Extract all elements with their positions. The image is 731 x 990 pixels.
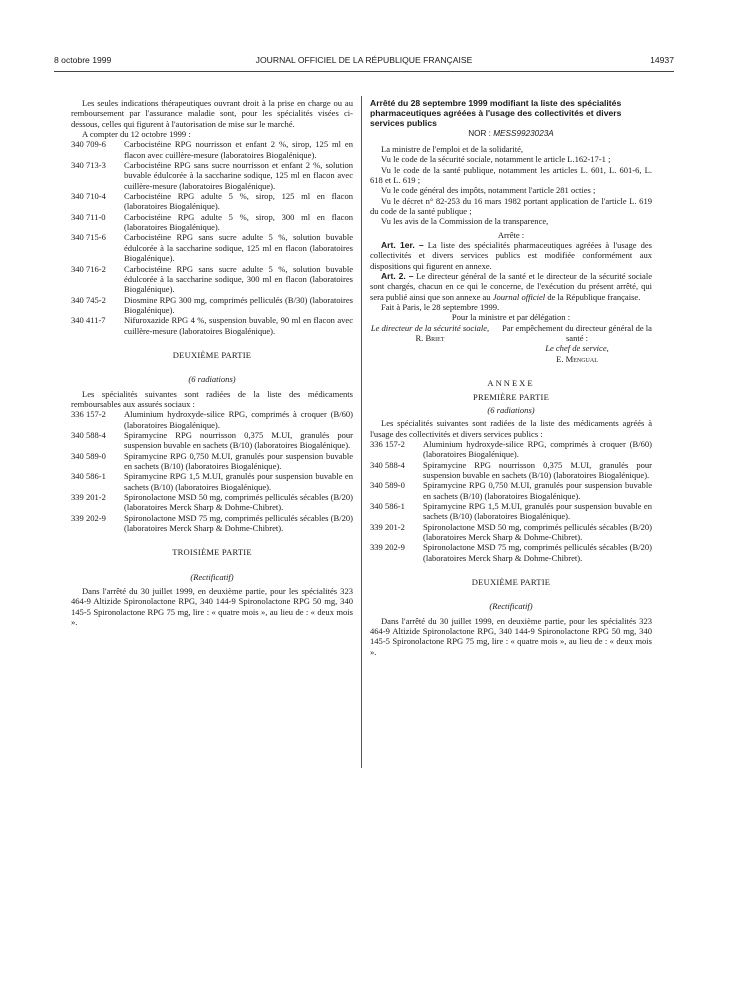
part2-subtitle: (6 radiations): [188, 374, 236, 385]
preamble-line: Vu le code de la sécurité sociale, notamment le article L.162-17-1 ;: [381, 154, 611, 165]
cip-code: 340 745-2: [71, 294, 106, 305]
annexe-radiation-list: [370, 439, 652, 563]
effective-date: A compter du 12 octobre 1999 :: [82, 129, 191, 140]
cip-code: 340 711-0: [71, 211, 106, 222]
item-description: Spironolactone MSD 75 mg, comprimés pelliculés sécables (B/20) (laboratoires Merck Sharp & Dohme-Chibret).: [423, 542, 652, 563]
list-item: [370, 501, 652, 522]
list-item: [71, 232, 353, 263]
column-divider: [361, 96, 362, 768]
part3-text: Dans l'arrêté du 30 juillet 1999, en deuxième partie, pour les spécialités 323 464-9 Altizide Spironolactone RPG, 340 144-9 Spironolactone RPG 50 mg, 340 145-5 Spironolactone RPG 75 mg, lire : « quatre mois », au lieu de : « deux mois ».: [71, 586, 353, 628]
article-2-text: Le directeur général de la santé et le directeur de la sécurité sociale sont chargés, chacun en ce qui le concerne, de l'exécution du présent arrêté, qui sera publié ainsi que son annexe au: [370, 271, 653, 302]
signature-2-name: E. Mengual: [556, 353, 598, 364]
delegation-line: Pour la ministre et par délégation :: [451, 312, 571, 323]
item-description: Carbocistéine RPG sans sucre adulte 5 %, solution buvable édulcorée à la saccharine sodique, 300 ml en flacon (laboratoires Biogalénique).: [124, 263, 353, 295]
cip-code: 340 716-2: [71, 263, 106, 274]
article-2-label: Art. 2. –: [381, 271, 414, 282]
part2-title: DEUXIÈME PARTIE: [172, 349, 252, 360]
article-1-text: La liste des spécialités pharmaceutiques agréées à l'usage des collectivités et divers services publics est modifiée conformément aux dispositions qui figurent en annexe.: [370, 240, 652, 271]
annexe-part1-intro: Les spécialités suivantes sont radiées de la liste des médicaments agréés à l'usage des collectivités et divers services publics :: [370, 418, 652, 439]
preamble-line: Vu le décret n° 82-253 du 16 mars 1982 portant application de l'article L. 619 du code de la santé publique ;: [370, 195, 652, 217]
article-1-label: Art. 1er. –: [381, 240, 424, 251]
item-description: Spironolactone MSD 50 mg, comprimés pelliculés sécables (B/20) (laboratoires Merck Sharp & Dohme-Chibret).: [124, 492, 353, 513]
cip-code: 340 588-4: [71, 429, 106, 440]
article-2-journal: Journal officiel: [492, 291, 546, 302]
cip-code: 340 586-1: [71, 471, 106, 482]
list-item: [71, 471, 353, 492]
list-item: [71, 492, 353, 513]
list-item: [71, 409, 353, 430]
list-item: [370, 439, 652, 460]
item-description: Spiramycine RPG nourrisson 0,375 M.UI, granulés pour suspension buvable en sachets (B/10) (laboratoires Biogalénique).: [423, 459, 652, 480]
item-description: Aluminium hydroxyde-silice RPG, comprimés à croquer (B/60) (laboratoires Biogalénique).: [124, 409, 353, 430]
item-description: Spiramycine RPG 0,750 M.UI, granulés pour suspension buvable en sachets (B/10) (laboratoires Biogalénique).: [423, 480, 652, 501]
preamble-line: Vu les avis de la Commission de la transparence,: [381, 216, 549, 227]
cip-code: 340 588-4: [370, 459, 405, 470]
item-description: Nifuroxazide RPG 4 %, suspension buvable, 90 ml en flacon avec cuillère-mesure (laboratoires Biogalénique).: [124, 315, 353, 336]
list-item: [71, 264, 353, 295]
list-item: [71, 315, 353, 336]
arrete-heading: Arrête :: [497, 229, 525, 240]
header-rule: [54, 71, 674, 72]
signature-2-line1: Par empêchement du directeur général de la santé :: [502, 322, 652, 344]
list-item: [370, 480, 652, 501]
inscription-list: [71, 139, 353, 336]
decree-title: Arrêté du 28 septembre 1999 modifiant la liste des spécialités pharmaceutiques agréées à l'usage des collectivités et divers services publics: [370, 98, 622, 129]
page-header: [54, 55, 674, 69]
list-item: [71, 295, 353, 316]
item-description: Diosmine RPG 300 mg, comprimés pelliculés (B/30) (laboratoires Biogalénique).: [124, 294, 353, 315]
cip-code: 336 157-2: [71, 409, 106, 420]
cip-code: 340 589-0: [370, 480, 405, 491]
header-page-number: 14937: [650, 55, 674, 65]
annexe-part2-subtitle: (Rectificatif): [489, 601, 533, 612]
list-item: [71, 160, 353, 191]
nor-label: NOR :: [468, 128, 491, 138]
cip-code: 340 710-4: [71, 191, 106, 202]
cip-code: 340 411-7: [71, 315, 106, 326]
part3-subtitle: (Rectificatif): [190, 571, 234, 582]
annexe-part2-title: DEUXIÈME PARTIE: [471, 577, 551, 588]
preamble-line: La ministre de l'emploi et de la solidarité,: [381, 143, 524, 154]
item-description: Spiramycine RPG 1,5 M.UI, granulés pour suspension buvable en sachets (B/10) (laboratoires Biogalénique).: [124, 471, 353, 492]
preamble: [370, 144, 652, 227]
radiation-list: [71, 409, 353, 533]
item-description: Spiramycine RPG 0,750 M.UI, granulés pour suspension buvable en sachets (B/10) (laboratoires Biogalénique).: [124, 450, 353, 471]
list-item: [71, 513, 353, 534]
cip-code: 340 589-0: [71, 450, 106, 461]
signature-2-role: Le chef de service,: [545, 343, 609, 354]
item-description: Spiramycine RPG nourrisson 0,375 M.UI, granulés pour suspension buvable en sachets (B/10) (laboratoires Biogalénique).: [124, 429, 353, 451]
cip-code: 340 709-6: [71, 139, 106, 150]
signature-date: Fait à Paris, le 28 septembre 1999.: [381, 302, 500, 313]
item-description: Spironolactone MSD 75 mg, comprimés pelliculés sécables (B/20) (laboratoires Merck Sharp & Dohme-Chibret).: [124, 512, 353, 534]
cip-code: 340 713-3: [71, 160, 106, 171]
cip-code: 339 202-9: [71, 512, 106, 523]
article-1: [370, 240, 652, 271]
header-journal-title: JOURNAL OFFICIEL DE LA RÉPUBLIQUE FRANÇAISE: [255, 55, 473, 65]
annexe-title: ANNEXE: [487, 378, 535, 389]
item-description: Carbocistéine RPG sans sucre nourrisson et enfant 2 %, solution buvable édulcorée à la saccharine sodique, 125 ml en flacon avec cuillère-mesure (laboratoires Biogalénique).: [124, 160, 353, 191]
list-item: [71, 139, 353, 160]
intro-paragraph: Les seules indications thérapeutiques ouvrant droit à la prise en charge ou au remboursement par l'assurance maladie sont, pour les spécialités visées ci-dessous, celles qui figurent à l'autorisation de mise sur le marché.: [71, 98, 353, 129]
part2-intro: Les spécialités suivantes sont radiées de la liste des médicaments remboursables aux assurés sociaux :: [71, 388, 353, 409]
list-item: [370, 542, 652, 563]
cip-code: 339 202-9: [370, 542, 405, 553]
list-item: [370, 460, 652, 481]
preamble-line: Vu le code général des impôts, notamment l'article 281 octies ;: [381, 185, 596, 196]
annexe-part1-title: PREMIÈRE PARTIE: [472, 391, 549, 402]
annexe-part1-subtitle: (6 radiations): [487, 404, 535, 415]
signature-1-role: Le directeur de la sécurité sociale,: [370, 322, 490, 333]
signature-2: [502, 323, 652, 364]
signature-1-name: R. Briet: [415, 333, 445, 344]
right-column: [370, 98, 652, 657]
signatures: [370, 323, 652, 364]
list-item: [71, 212, 353, 233]
item-description: Carbocistéine RPG adulte 5 %, sirop, 300 ml en flacon (laboratoires Biogalénique).: [124, 211, 353, 233]
item-description: Carbocistéine RPG sans sucre adulte 5 %, solution buvable édulcorée à la saccharine sodique, 125 ml en flacon (laboratoires Biogalénique).: [124, 232, 353, 264]
cip-code: 340 586-1: [370, 500, 405, 511]
signature-1: [370, 323, 490, 364]
list-item: [71, 451, 353, 472]
nor-reference: [370, 129, 652, 139]
article-2-end: de la République française.: [547, 291, 641, 302]
article-2: [370, 271, 652, 302]
item-description: Spironolactone MSD 50 mg, comprimés pelliculés sécables (B/20) (laboratoires Merck Sharp & Dohme-Chibret).: [423, 521, 652, 542]
preamble-line: Vu le code de la santé publique, notamment les articles L. 601, L. 601-6, L. 618 et L. 619 ;: [370, 164, 652, 185]
list-item: [71, 191, 353, 212]
item-description: Carbocistéine RPG adulte 5 %, sirop, 125 ml en flacon (laboratoires Biogalénique).: [124, 191, 353, 212]
cip-code: 339 201-2: [370, 521, 405, 532]
nor-code: MESS9923023A: [493, 128, 554, 138]
item-description: Carbocistéine RPG nourrisson et enfant 2 %, sirop, 125 ml en flacon avec cuillère-mesure (laboratoires Biogalénique).: [124, 139, 353, 160]
cip-code: 340 715-6: [71, 232, 106, 243]
item-description: Aluminium hydroxyde-silice RPG, comprimés à croquer (B/60) (laboratoires Biogalénique).: [423, 438, 652, 460]
header-date: 8 octobre 1999: [54, 55, 112, 65]
annexe-part2-text: Dans l'arrêté du 30 juillet 1999, en deuxième partie, pour les spécialités 323 464-9 Altizide Spironolactone RPG, 340 144-9 Spironolactone RPG 50 mg, 340 145-5 Spironolactone RPG 75 mg, lire : « quatre mois », au lieu de : « deux mois ».: [370, 615, 652, 657]
left-column: [71, 98, 353, 627]
list-item: [71, 430, 353, 451]
part3-title: TROISIÈME PARTIE: [172, 547, 252, 558]
cip-code: 339 201-2: [71, 492, 106, 503]
list-item: [370, 522, 652, 543]
cip-code: 336 157-2: [370, 438, 405, 449]
item-description: Spiramycine RPG 1,5 M.UI, granulés pour suspension buvable en sachets (B/10) (laboratoires Biogalénique).: [423, 500, 652, 522]
